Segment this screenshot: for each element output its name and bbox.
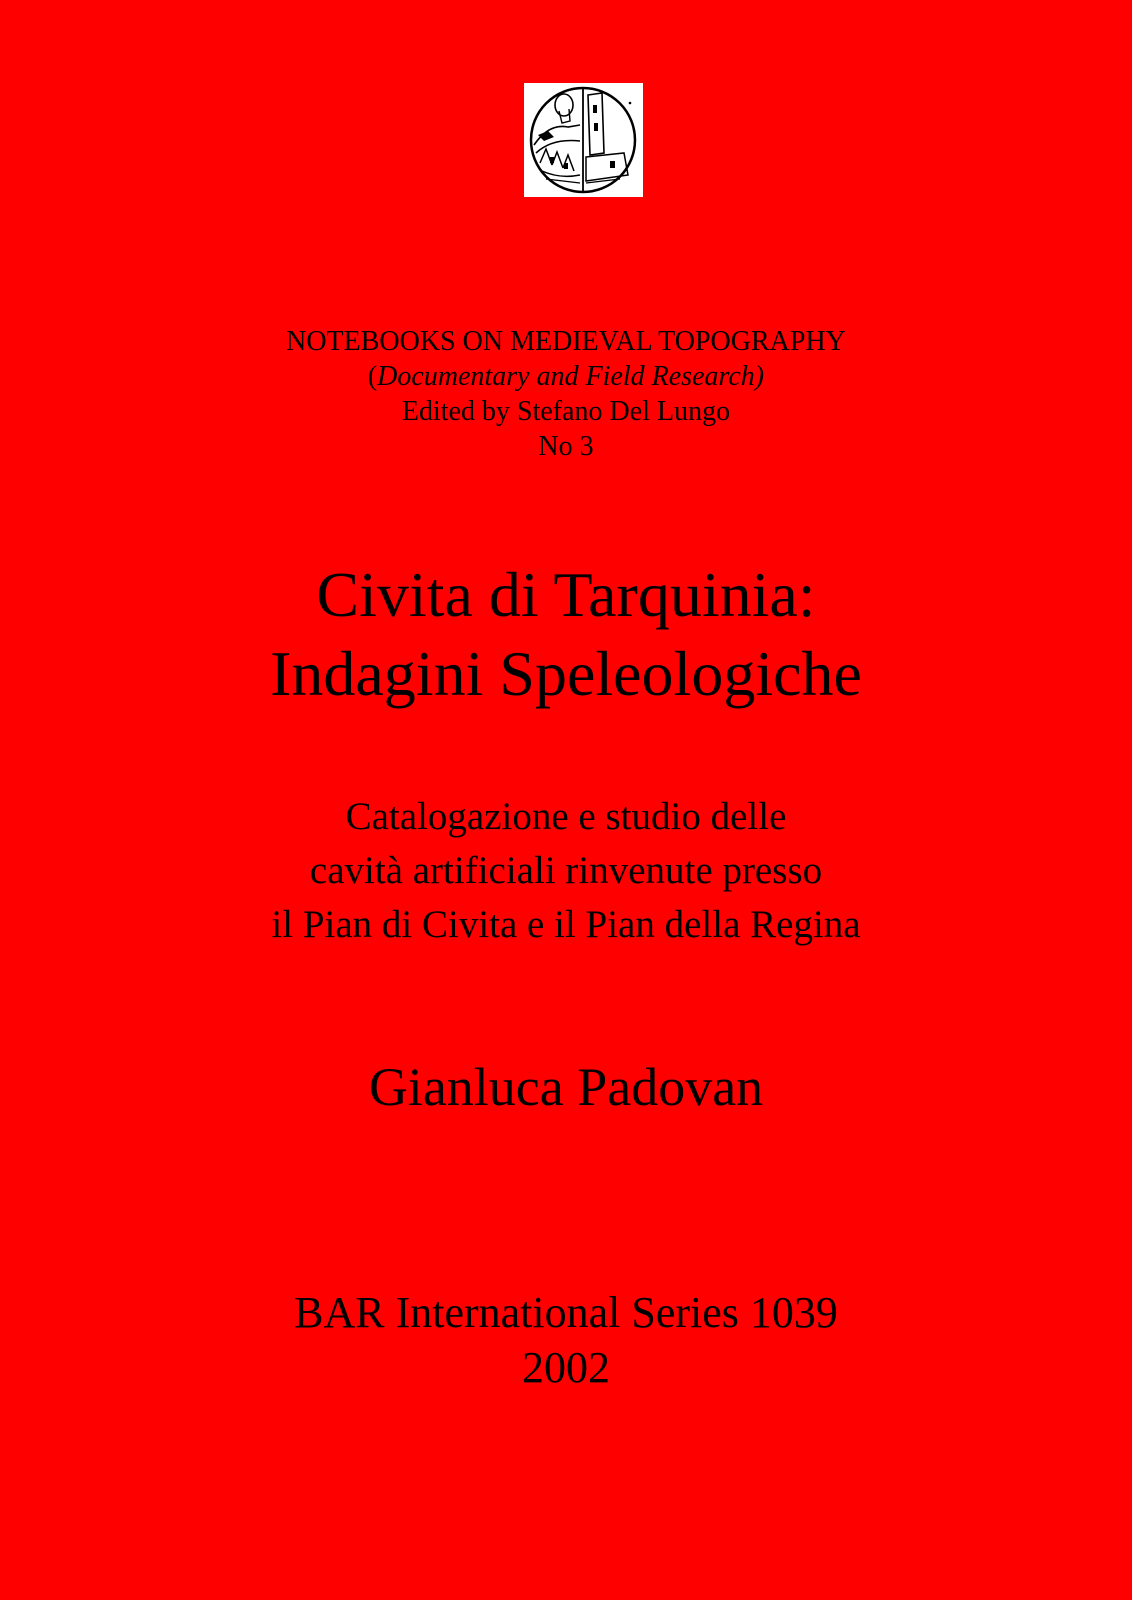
series-logo [524,83,643,197]
series-name: NOTEBOOKS ON MEDIEVAL TOPOGRAPHY [286,326,846,357]
series-subtitle [0,359,1132,394]
medieval-tower-seal-icon [524,83,643,197]
series-editor: Edited by Stefano Del Lungo [401,396,731,427]
author-name: Gianluca Padovan [368,1057,764,1117]
book-title-line-2: Indagini Speleologiche [270,638,862,709]
series-info [0,324,1132,464]
book-subtitle-line-2: cavità artificiali rinvenute presso [309,849,823,892]
publisher-info [0,1285,1132,1395]
book-subtitle-line-1: Catalogazione e studio delle [345,795,787,838]
series-subtitle-paren: ( [367,361,378,392]
book-subtitle-line-3: il Pian di Civita e il Pian della Regina [271,903,861,946]
series-subtitle-text: Documentary and Field Research) [377,361,765,392]
publication-year: 2002 [522,1343,610,1392]
book-title-line-1: Civita di Tarquinia: [316,559,816,630]
book-subtitle [0,790,1132,952]
book-title [0,555,1132,713]
series-number: No 3 [538,431,594,462]
publisher-series: BAR International Series 1039 [294,1288,838,1337]
